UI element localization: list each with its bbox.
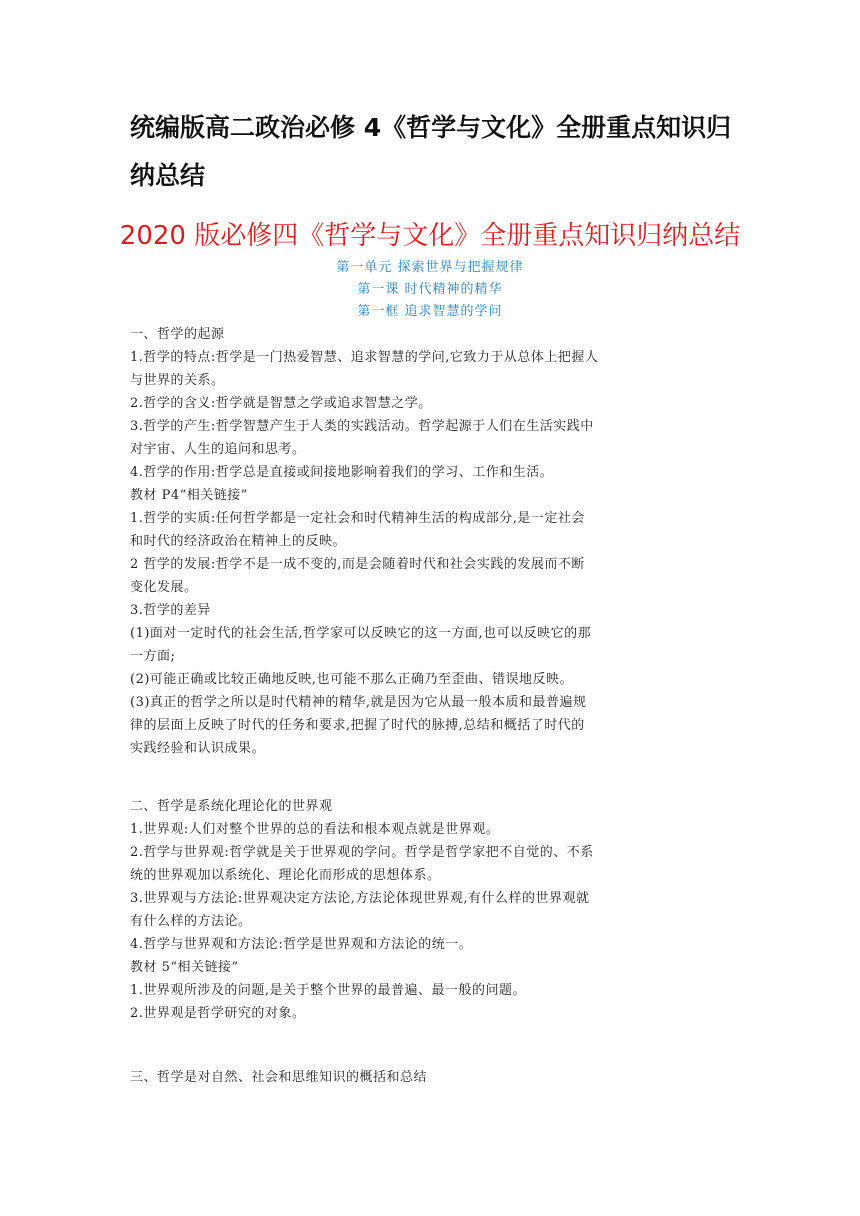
paragraph-line: 3.哲学的产生:哲学智慧产生于人类的实践活动。哲学起源于人们在生活实践中	[130, 419, 594, 434]
paragraph-line: 对宇宙、人生的追问和思考。	[130, 442, 306, 457]
paragraph-line: 2.世界观是哲学研究的对象。	[130, 1006, 306, 1021]
paragraph-line: 1.哲学的特点:哲学是一门热爱智慧、追求智慧的学问,它致力于从总体上把握人	[130, 350, 599, 365]
paragraph-line: 与世界的关系。	[130, 373, 225, 388]
section-heading: 二、哲学是系统化理论化的世界观	[130, 799, 333, 814]
paragraph-line: 1.世界观:人们对整个世界的总的看法和根本观点就是世界观。	[130, 822, 500, 837]
textbook-link-heading: 教材 P4“相关链接”	[130, 488, 248, 503]
section-worldview	[130, 795, 730, 1025]
paragraph-line: 3.哲学的差异	[130, 603, 211, 618]
paragraph-line: 1.哲学的实质:任何哲学都是一定社会和时代精神生活的构成部分,是一定社会	[130, 511, 585, 526]
section-origin	[130, 323, 730, 760]
section-heading: 一、哲学的起源	[130, 327, 225, 342]
paragraph-line: (2)可能正确或比较正确地反映,也可能不那么正确乃至歪曲、错误地反映。	[130, 672, 574, 687]
paragraph-line: 律的层面上反映了时代的任务和要求,把握了时代的脉搏,总结和概括了时代的	[130, 718, 585, 733]
paragraph-line: 变化发展。	[130, 580, 198, 595]
paragraph-line: 4.哲学与世界观和方法论:哲学是世界观和方法论的统一。	[130, 937, 473, 952]
paragraph-line: 有什么样的方法论。	[130, 914, 252, 929]
textbook-link-heading: 教材 5“相关链接”	[130, 960, 239, 975]
paragraph-line: 2.哲学与世界观:哲学就是关于世界观的学问。哲学是哲学家把不自觉的、不系	[130, 845, 594, 860]
paragraph-line: (3)真正的哲学之所以是时代精神的精华,就是因为它从最一般本质和最普遍规	[130, 695, 587, 710]
paragraph-line: 和时代的经济政治在精神上的反映。	[130, 534, 347, 549]
frame-heading: 第一框 追求智慧的学问	[357, 304, 503, 319]
paragraph-line: 3.世界观与方法论:世界观决定方法论,方法论体现世界观,有什么样的世界观就	[130, 891, 590, 906]
paragraph-line: 一方面;	[130, 649, 176, 664]
paragraph-line: 2 哲学的发展:哲学不是一成不变的,而是会随着时代和社会实践的发展而不断	[130, 557, 585, 572]
banner-title: 2020 版必修四《哲学与文化》全册重点知识归纳总结	[119, 221, 741, 251]
paragraph-line: 1.世界观所涉及的问题,是关于整个世界的最普遍、最一般的问题。	[130, 983, 527, 998]
paragraph-line: 2.哲学的含义:哲学就是智慧之学或追求智慧之学。	[130, 396, 432, 411]
unit-heading: 第一单元 探索世界与把握规律	[336, 260, 524, 275]
paragraph-line: 实践经验和认识成果。	[130, 741, 266, 756]
paragraph-line: 统的世界观加以系统化、理论化而形成的思想体系。	[130, 868, 441, 883]
document-title: 统编版高二政治必修 4《哲学与文化》全册重点知识归纳总结	[130, 113, 732, 190]
paragraph-line: (1)面对一定时代的社会生活,哲学家可以反映它的这一方面,也可以反映它的那	[130, 626, 592, 641]
section-summary	[130, 1066, 730, 1089]
paragraph-line: 4.哲学的作用:哲学总是直接或间接地影响着我们的学习、工作和生活。	[130, 465, 554, 480]
section-heading: 三、哲学是对自然、社会和思维知识的概括和总结	[130, 1070, 428, 1085]
lesson-heading: 第一课 时代精神的精华	[357, 282, 503, 297]
